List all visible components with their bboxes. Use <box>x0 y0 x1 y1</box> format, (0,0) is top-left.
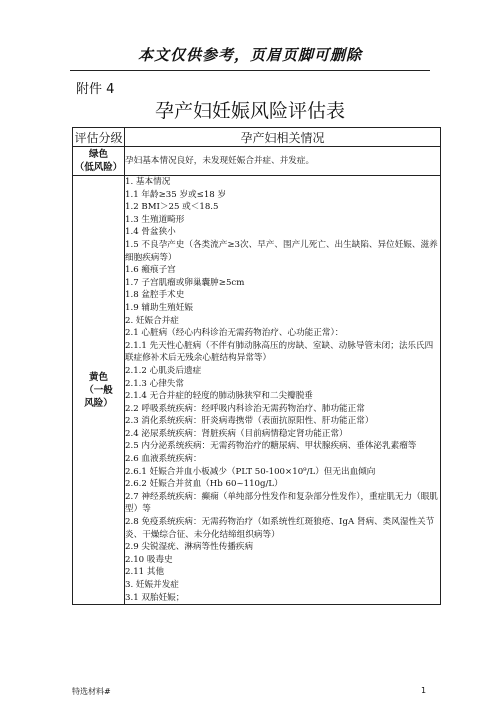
list-item: 2.1 心脏病（经心内科诊治无需药物治疗、心功能正常）： <box>125 328 344 339</box>
list-item: 1. 基本情况 <box>125 177 171 187</box>
list-item: 2.3 消化系统疾病：肝炎病毒携带（表面抗原阳性、肝功能正常） <box>125 416 374 427</box>
column-header-level: 评估分级 <box>73 128 125 147</box>
list-item: 2.6.1 妊娠合并血小板减少（PLT 50-100×10⁹/L）但无出血倾向 <box>125 466 376 477</box>
list-item: 2.1.1 先天性心脏病（不伴有肺动脉高压的房缺、室缺、动脉导管未闭；法乐氏四联症修补术后无残余心脏结构异常等） <box>125 340 434 364</box>
header-divider <box>70 70 430 71</box>
column-header-situation: 孕产妇相关情况 <box>125 128 441 147</box>
list-item: 2.7 神经系统疾病：癫痫（单纯部分性发作和复杂部分性发作），重症肌无力（眼肌型）等 <box>125 491 438 515</box>
page-number: 1 <box>421 686 427 695</box>
level-risk-green: （低风险） <box>74 162 123 173</box>
footer-note: 特选材料# <box>72 687 111 696</box>
level-risk-yellow-1: （一般 <box>84 384 113 396</box>
level-cell-yellow <box>73 176 125 605</box>
header-note: 本文仅供参考，页眉页脚可删除 <box>137 46 362 64</box>
list-item: 2.1.3 心律失常 <box>125 378 184 389</box>
list-item: 1.1 年龄≥35 岁或≤18 岁 <box>125 189 227 200</box>
list-item: 1.4 骨盆狭小 <box>125 227 176 238</box>
table-row-yellow <box>73 176 441 605</box>
list-item: 2.1.2 心肌炎后遗症 <box>125 365 202 376</box>
level-cell-green <box>73 147 125 176</box>
list-item: 2.2 呼吸系统疾病：经呼吸内科诊治无需药物治疗、肺功能正常 <box>125 403 365 414</box>
list-item: 2.6.2 妊娠合并贫血（Hb 60~110g/L） <box>125 479 283 490</box>
level-color-green: 绿色 <box>88 149 108 160</box>
list-item: 2.8 免疫系统疾病：无需药物治疗（如系统性红斑狼疮、IgA 肾病、类风湿性关节炎、干燥综合征、未分化结缔组织病等） <box>125 517 435 540</box>
list-item: 1.6 瘢痕子宫 <box>125 265 176 276</box>
page-title: 孕产妇妊娠风险评估表 <box>154 100 345 122</box>
list-item: 2. 妊娠合并症 <box>125 315 179 326</box>
list-item: 1.2 BMI＞25 或＜18.5 <box>125 202 219 213</box>
list-item: 1.7 子宫肌瘤或卵巢囊肿≥5cm <box>125 277 245 288</box>
table-header-row <box>73 128 441 147</box>
list-item: 2.4 泌尿系统疾病：肾脏疾病（目前病情稳定肾功能正常） <box>125 428 348 439</box>
risk-assessment-table <box>72 127 441 605</box>
level-color-yellow: 黄色 <box>88 371 108 383</box>
green-description: 孕妇基本情况良好，未发现妊娠合并症、并发症。 <box>125 147 441 176</box>
list-item: 1.9 辅助生殖妊娠 <box>125 302 193 313</box>
list-item: 2.9 尖锐湿疣、淋病等性传播疾病 <box>125 542 254 553</box>
list-item: 2.5 内分泌系统疾病：无需药物治疗的糖尿病、甲状腺疾病、垂体泌乳素瘤等 <box>125 441 417 452</box>
list-item: 3. 妊娠并发症 <box>125 580 179 590</box>
list-item: 3.1 双胎妊娠； <box>125 592 185 603</box>
list-item: 2.1.4 无合并症的轻度的肺动脉狭窄和二尖瓣脱垂 <box>125 391 313 402</box>
list-item: 1.5 不良孕产史（各类流产≥3次、早产、围产儿死亡、出生缺陷、异位妊娠、滋养细胞疾病等） <box>125 239 438 263</box>
list-item: 1.3 生殖道畸形 <box>125 214 185 225</box>
level-risk-yellow-2: 风险） <box>84 397 113 409</box>
table-row-green <box>73 147 441 176</box>
list-item: 2.11 其他 <box>125 567 165 578</box>
list-item: 2.6 血液系统疾病： <box>125 454 202 465</box>
list-item: 2.10 吸毒史 <box>125 554 173 565</box>
list-item: 1.8 盆腔手术史 <box>125 290 185 301</box>
attachment-label: 附件 4 <box>76 82 115 97</box>
yellow-description <box>125 176 441 605</box>
